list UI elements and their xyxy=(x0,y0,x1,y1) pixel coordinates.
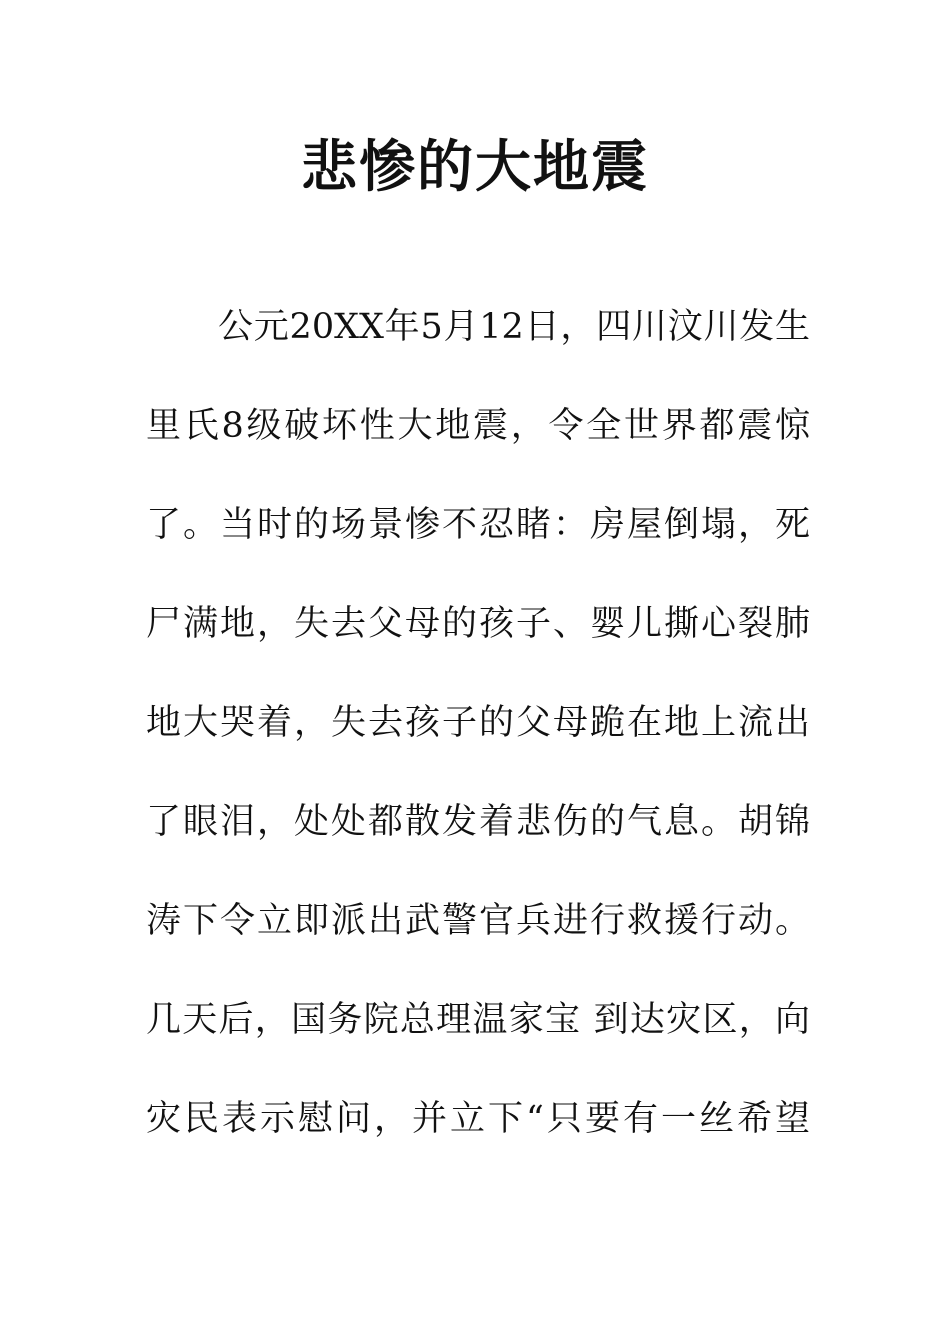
paragraph-line: 公元20XX年5月12日，四川汶川发生 xyxy=(218,307,810,347)
document-title: 悲惨的大地震 xyxy=(301,135,649,200)
paragraph-line: 尸满地，失去父母的孩子、婴儿撕心裂肺 xyxy=(146,604,810,644)
paragraph-line: 了眼泪，处处都散发着悲伤的气息。胡锦 xyxy=(146,802,810,842)
document-body xyxy=(146,295,810,1186)
paragraph-line: 地大哭着，失去孩子的父母跪在地上流出 xyxy=(146,703,810,743)
paragraph-line: 了。当时的场景惨不忍睹：房屋倒塌，死 xyxy=(146,505,810,545)
paragraph-line: 里氏8级破坏性大地震，令全世界都震惊 xyxy=(146,406,810,446)
paragraph-line: 灾民表示慰问，并立下“只要有一丝希望 xyxy=(146,1099,810,1139)
paragraph-line: 涛下令立即派出武警官兵进行救援行动。 xyxy=(146,901,810,941)
paragraph-line: 几天后，国务院总理温家宝 到达灾区，向 xyxy=(146,1000,810,1040)
